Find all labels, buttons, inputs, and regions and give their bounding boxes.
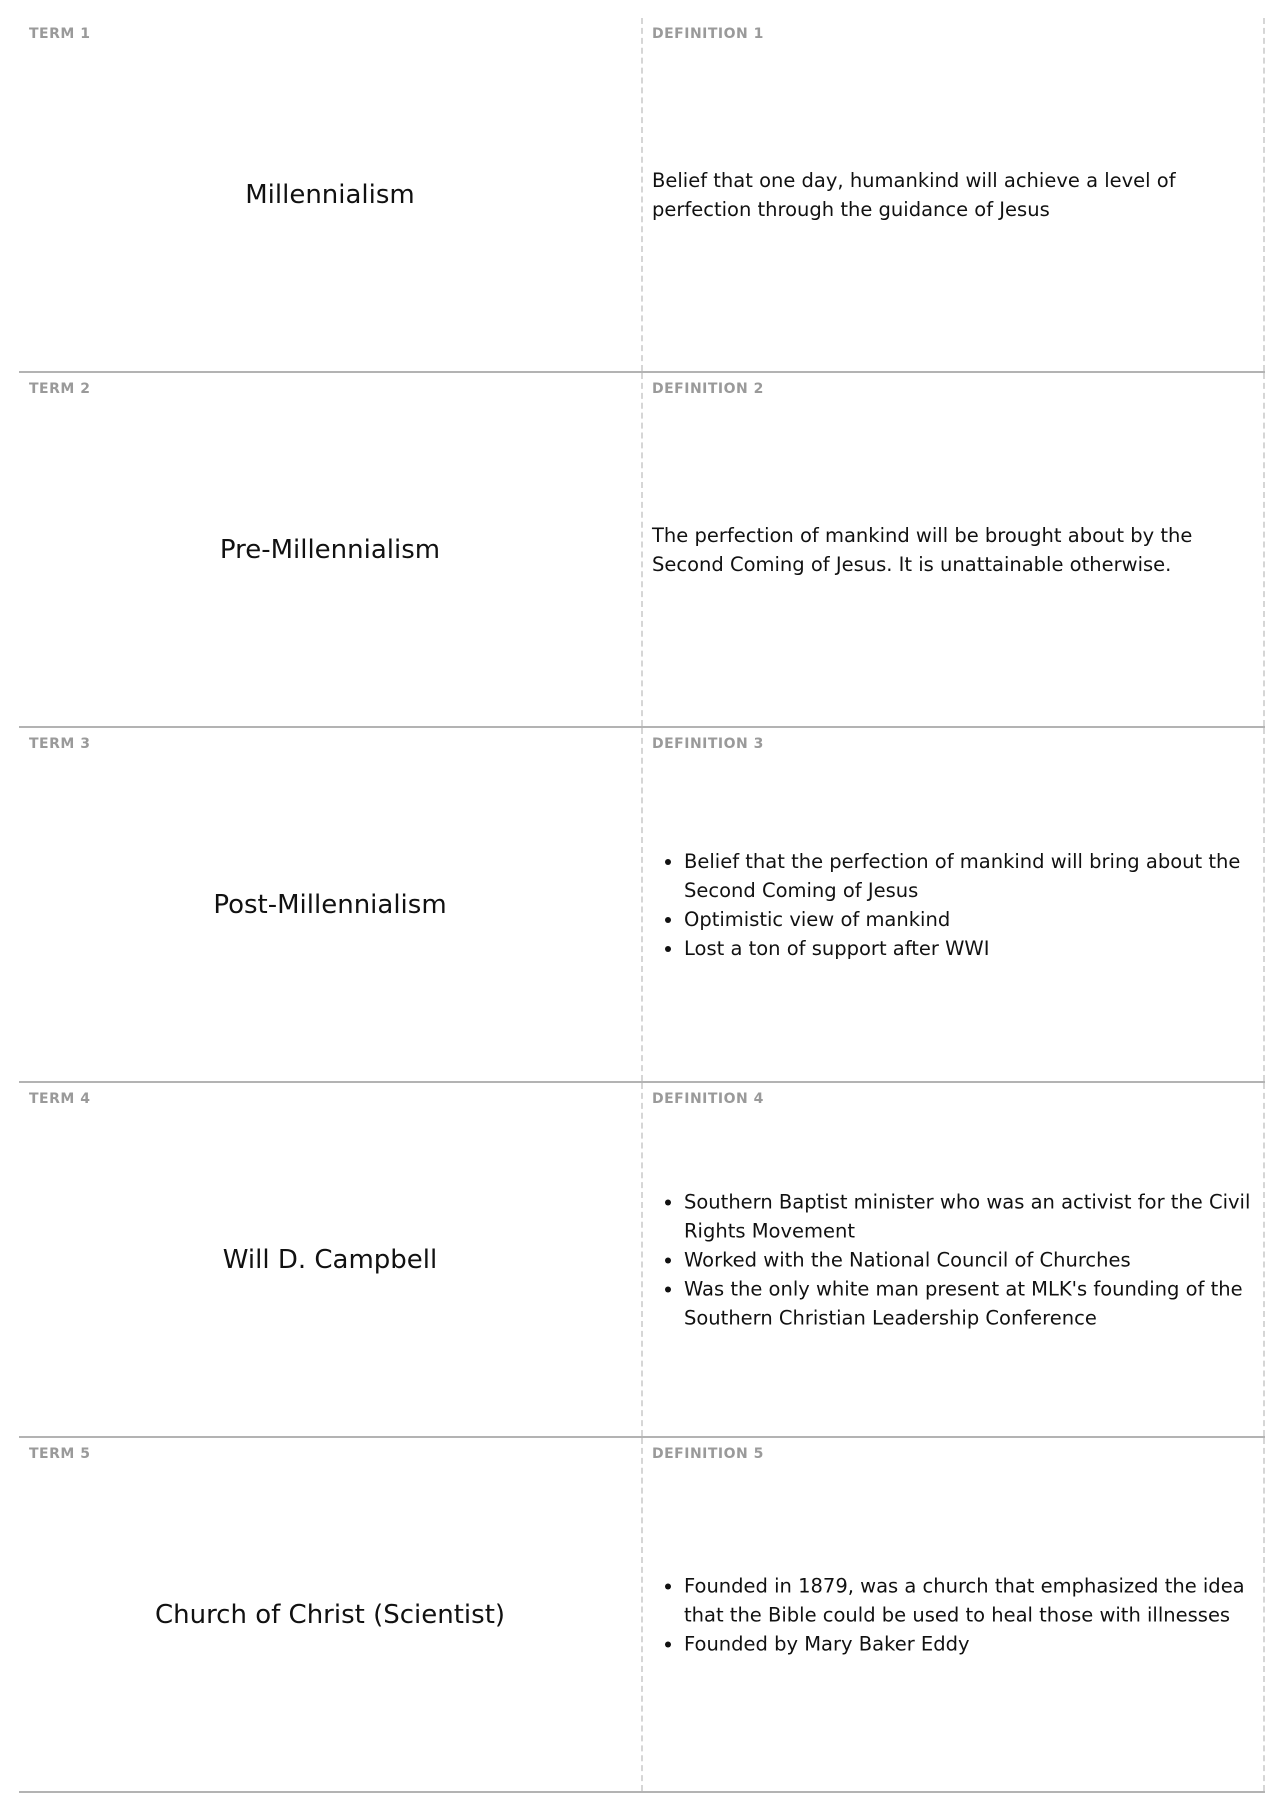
flashcard-row — [19, 373, 1265, 728]
definition-bullet: • Was the only white man present at MLK's founding of the Southern Christian Leadership Conference — [684, 1274, 1251, 1332]
definition-body — [652, 847, 1251, 963]
definition-label: DEFINITION 3 — [652, 736, 764, 752]
definition-label: DEFINITION 2 — [652, 381, 764, 397]
flashcard-row — [19, 728, 1265, 1083]
definition-bullet: • Belief that the perfection of mankind will bring about the Second Coming of Jesus — [684, 847, 1251, 905]
definition-bullet: • Southern Baptist minister who was an activist for the Civil Rights Movement — [684, 1187, 1251, 1245]
definition-bullet: • Founded in 1879, was a church that emphasized the idea that the Bible could be used to heal those with illnesses — [684, 1571, 1251, 1629]
term-text: Pre-Millennialism — [219, 534, 441, 565]
term-cell — [19, 1438, 643, 1791]
definition-body — [652, 1187, 1251, 1332]
definition-bullet-list — [652, 847, 1251, 963]
definition-cell — [643, 728, 1265, 1081]
definition-bullet-list — [652, 1187, 1251, 1332]
term-cell — [19, 1083, 643, 1436]
definition-cell — [643, 1438, 1265, 1791]
flashcard-row — [19, 1083, 1265, 1438]
flashcard-row — [19, 18, 1265, 373]
term-text: Post-Millennialism — [213, 889, 447, 920]
definition-bullet: • Optimistic view of mankind — [684, 905, 1251, 934]
definition-text: The perfection of mankind will be brought about by the Second Coming of Jesus. It is unattainable otherwise. — [652, 523, 1193, 576]
term-text: Church of Christ (Scientist) — [154, 1599, 506, 1630]
definition-label: DEFINITION 1 — [652, 26, 764, 42]
term-cell — [19, 18, 643, 371]
term-cell — [19, 728, 643, 1081]
definition-bullet: • Worked with the National Council of Churches — [684, 1245, 1251, 1274]
definition-cell — [643, 1083, 1265, 1436]
definition-bullet: • Founded by Mary Baker Eddy — [684, 1629, 1251, 1658]
definition-cell — [643, 373, 1265, 726]
term-label: TERM 4 — [29, 1091, 91, 1107]
definition-label: DEFINITION 5 — [652, 1446, 764, 1462]
flashcard-row — [19, 1438, 1265, 1793]
definition-body — [652, 166, 1251, 224]
definition-cell — [643, 18, 1265, 371]
definition-bullet: • Lost a ton of support after WWI — [684, 934, 1251, 963]
term-text: Millennialism — [245, 179, 415, 210]
definition-label: DEFINITION 4 — [652, 1091, 764, 1107]
definition-body — [652, 1571, 1251, 1658]
term-label: TERM 5 — [29, 1446, 91, 1462]
term-label: TERM 2 — [29, 381, 91, 397]
flashcard-sheet — [19, 18, 1265, 1793]
term-label: TERM 3 — [29, 736, 91, 752]
definition-bullet-list — [652, 1571, 1251, 1658]
term-text: Will D. Campbell — [222, 1244, 438, 1275]
term-cell — [19, 373, 643, 726]
term-label: TERM 1 — [29, 26, 91, 42]
definition-body — [652, 521, 1251, 579]
definition-text: Belief that one day, humankind will achieve a level of perfection through the guidance of Jesus — [652, 168, 1176, 221]
